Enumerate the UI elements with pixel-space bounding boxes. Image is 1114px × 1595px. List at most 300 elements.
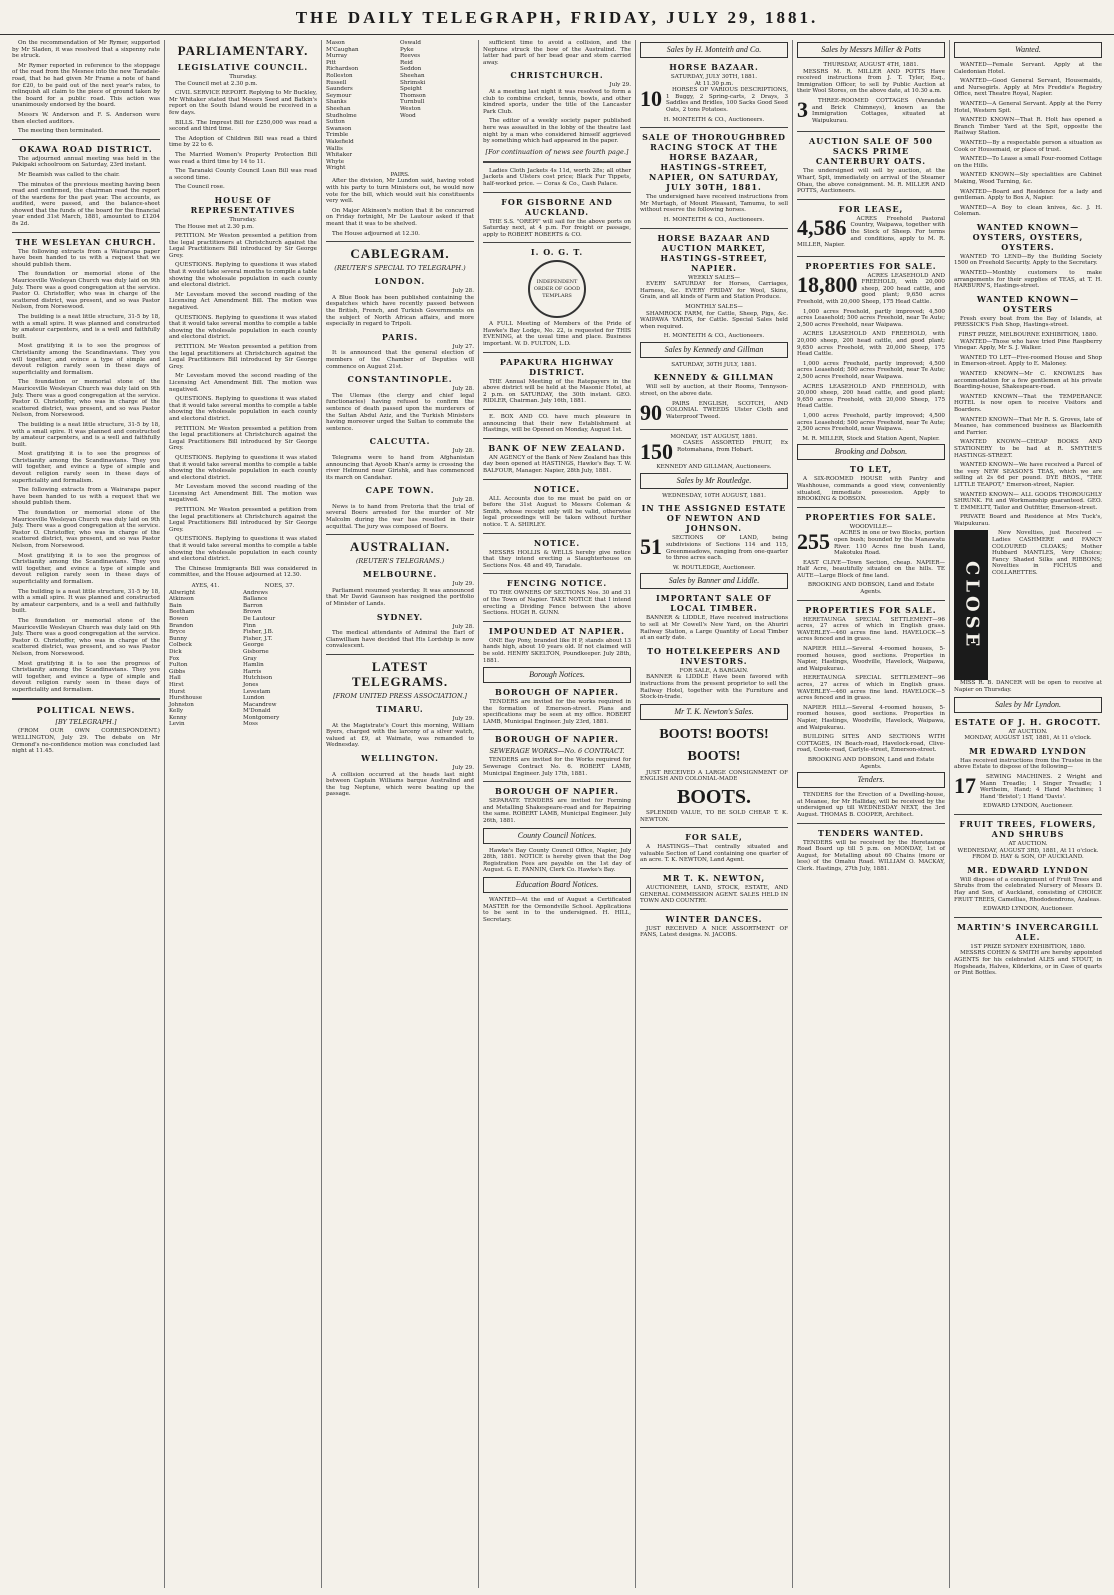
divider xyxy=(797,256,945,257)
name-item: Johnston xyxy=(169,701,194,708)
advertisement: ALL Accounts due to me must be paid on or before the 31st August to Messrs Coleman & Smith, whose receipt only will be valid, otherwise legal proceedings will be taken without further notice. T. A. SHIRLEY. xyxy=(483,495,631,528)
section-box-heading: Sales by Kennedy and Gillman xyxy=(640,342,788,358)
name-item: Jones xyxy=(243,681,259,688)
divider xyxy=(483,479,631,480)
dateline: July 28. xyxy=(452,623,474,630)
paragraph: It is announced that the general election of members of the Chamber of Deputies will commence on August 21st. xyxy=(326,350,474,370)
divider xyxy=(483,573,631,574)
name-item: Levestam xyxy=(243,688,271,695)
divider xyxy=(483,438,631,439)
paragraph: The following extracts from a Wairarapa paper have been handed to us with a request that we should publish them. xyxy=(12,248,160,268)
name-item: Hursthouse xyxy=(169,695,203,702)
paragraph: The House met at 2.30 p.m. xyxy=(175,223,254,230)
ad-heading: TO HOTELKEEPERS AND INVESTORS. xyxy=(647,645,781,666)
section-heading: OKAWA ROAD DISTRICT. xyxy=(19,143,153,154)
sale-time: At 11.30 p.m. xyxy=(694,80,734,87)
divider xyxy=(797,131,945,132)
acreage: 255 xyxy=(797,529,830,555)
advertisement: SHAMROCK FARM, for Cattle, Sheep, Pigs, &c. WAIPAWA YARDS, for Cattle. Special Sales held when required. xyxy=(640,310,788,330)
column-2 xyxy=(165,40,322,1588)
advertisement: ACRES LEASEHOLD AND FREEHOLD, with 20,000 sheep, 200 head cattle, and good plant; 9,650 acres Freehold, with 20,000 Sheep, 175 Head Cattle. xyxy=(797,272,945,306)
name-item: Shanks xyxy=(326,99,347,106)
lot-count: 150 xyxy=(640,439,673,465)
name-item: Bain xyxy=(169,602,182,609)
name-item: Studholme xyxy=(326,112,357,119)
name-item: Fisher, J.B. xyxy=(243,629,274,636)
ad-heading: IMPORTANT SALE OF LOCAL TIMBER. xyxy=(655,593,772,614)
ad-display: BOOTS! BOOTS! BOOTS! xyxy=(659,726,769,764)
ad-subheading: FROM D. HAY & SON, OF AUCKLAND. xyxy=(972,854,1084,861)
paragraph: PETITION. Mr Weston presented a petition from the legal practitioners at Christchurch against the Legal Practitioners Bill introduced by Sir George Grey. xyxy=(169,233,317,259)
name-item: Gray xyxy=(243,655,257,662)
advertisement: HERETAUNGA SPECIAL SETTLEMENT—96 acres, 27 acres of which in English grass. WAVERLEY—460 acres fine land. HAVELOCK—5 acres fenced and in grass. xyxy=(797,616,945,643)
divider xyxy=(954,814,1102,815)
dateline: July 29. xyxy=(609,82,631,89)
ad-heading: WANTED KNOWN—OYSTERS, OYSTERS, OYSTERS. xyxy=(972,221,1084,252)
name-item: Hurst xyxy=(169,688,186,695)
noes-list xyxy=(243,590,317,728)
dateline: July 29. xyxy=(452,764,474,771)
ad-heading: PROPERTIES FOR SALE. xyxy=(805,511,937,522)
ad-heading: MARTIN'S INVERCARGILL ALE. xyxy=(957,921,1099,942)
name-item: Saunders xyxy=(326,86,353,93)
paragraph: Telegrams were to hand from Afghanistan announcing that Ayoob Khan's army is crossing the river Helmund near Girishk, and has commenced its march on Candahar. xyxy=(326,454,474,481)
divider xyxy=(483,533,631,534)
signature: EDWARD LYNDON, Auctioneer. xyxy=(983,906,1073,913)
section-subheading: [BY TELEGRAPH.] xyxy=(55,718,117,727)
name-item: Moss xyxy=(243,721,258,728)
name-item: Speight xyxy=(400,86,422,93)
name-item: Seddon xyxy=(400,66,422,73)
name-item: Hamlin xyxy=(243,662,264,669)
dateline: July 28. xyxy=(452,386,474,393)
section-heading: THE WESLEYAN CHURCH. xyxy=(15,236,157,247)
sale-date: THURSDAY, AUGUST 4TH, 1881. xyxy=(823,62,919,68)
advertisement: HORSES OF VARIOUS DESCRIPTIONS, 1 Buggy, 2 Spring-carts, 2 Drays, 3 Saddles and Bridles, 100 Sacks Good Seed Oats, 2 tons Potatoes. xyxy=(666,87,788,113)
place-heading: CALCUTTA. xyxy=(369,436,431,447)
ad-subheading: WOODVILLE— xyxy=(849,523,893,530)
signature: W. ROUTLEDGE, Auctioneer. xyxy=(672,564,756,571)
lot-count: 90 xyxy=(640,399,662,425)
divider xyxy=(483,242,631,243)
advertisement: TENDERS are invited for the Works required for Sewerage Contract No. 6. ROBERT LAMB, Municipal Engineer. July 17th, 1881. xyxy=(483,757,631,777)
paragraph: QUESTIONS. Replying to questions it was stated that it would take several months to compile a table showing the wholesale population in each county and electoral district. xyxy=(169,314,317,341)
paragraph: On Major Atkinson's motion that it be concurred on Friday fortnight, Mr De Lautour asked if that meant that it was to be shelved. xyxy=(326,207,474,228)
dateline: July 29. xyxy=(452,716,474,722)
column-3 xyxy=(322,40,479,1588)
divider xyxy=(12,139,160,140)
paragraph: QUESTIONS. Replying to questions it was stated that it would take several months to compile a table showing the wholesale population in each county and electoral district. xyxy=(169,396,317,422)
advertisement: AN AGENCY of the Bank of New Zealand has this day been opened at HASTINGS, Hawke's Bay. T. W. BALFOUR, Manager. Napier, 28th July, 1881. xyxy=(483,454,631,474)
divider xyxy=(640,127,788,128)
paragraph: The foundation or memorial stone of the Mauriceville Wesleyan Church was duly laid on 9th July. There was a good congregation at the service. Pastor O. Christoffer, who was in charge of the scattered district, was present, and so was Pastor Nelson, from Norsewood. xyxy=(12,271,160,311)
ad-heading: BOROUGH OF NAPIER. xyxy=(495,734,619,745)
advertisement: MESSRS HOLLIS & WELLS hereby give notice that they intend erecting a Slaughterhouse on Sections Nos. 48 and 49, Taradale. xyxy=(483,549,631,569)
divider xyxy=(640,909,788,910)
advertisement: WANTED KNOWN—That Mr R. S. Groves, late of Meanee, has commenced business as Blacksmith and Farrier. xyxy=(954,416,1102,436)
paragraph: Mr Levestam moved the second reading of the Licensing Act Amendment Bill. The motion was negatived. xyxy=(169,291,317,312)
dateline: Thursday. xyxy=(229,216,257,223)
name-item: Weston xyxy=(400,105,421,112)
sale-date: SATURDAY, JULY 30TH, 1881. xyxy=(670,74,758,80)
place-heading: LONDON. xyxy=(374,276,426,287)
advertisement: 1,000 acres Freehold, partly improved; 4,500 acres Leasehold; 500 acres Freehold, near Te Aute; 2,500 acres Freehold, near Waipawa. xyxy=(797,360,945,380)
advertisement: WANTED—A Boy to clean knives, &c. J. H. Coleman. xyxy=(954,204,1102,218)
section-heading: HOUSE OF REPRESENTATIVES xyxy=(190,194,296,215)
advertisement: WANTED KNOWN—That R. Holt has opened a Branch Timber Yard at the Spit, opposite the Railway Station. xyxy=(954,117,1102,137)
advertisement: WANTED TO LEND—By the Building Society 1500 on Freehold Security. Apply to the Secretary. xyxy=(954,253,1102,267)
ad-heading: MR. EDWARD LYNDON xyxy=(967,864,1089,875)
name-item: Bowen xyxy=(169,615,189,622)
name-item: Rolleston xyxy=(326,72,353,79)
division-list xyxy=(326,40,474,172)
column-5 xyxy=(636,40,793,1588)
paragraph: The foundation or memorial stone of the Mauriceville Wesleyan Church was duly laid on 9th July. There was a good congregation at the service. Pastor O. Christoffer, who was in charge of the scattered district, was present, and so was Pastor Nelson, from Norsewood. xyxy=(12,510,160,549)
paragraph: The adjourned annual meeting was held in the Pakipaki schoolroom on Saturday, 23rd instant. xyxy=(12,155,160,169)
paragraph: The Adoption of Children Bill was read a third time by 22 to 6. xyxy=(169,135,317,149)
advertisement: THREE-ROOMED COTTAGES (Verandah and Brick Chimneys), known as the Immigration Cottages, situated at Waipukurau. xyxy=(812,97,945,124)
name-item: Gibbs xyxy=(169,668,186,675)
noes-label: NOES, 37. xyxy=(264,583,295,589)
sale-date: WEDNESDAY, AUGUST 3RD, 1881, At 11 o'clock. xyxy=(957,847,1099,854)
advertisement: WANTED—A General Servant. Apply at the Ferry Hotel, Western Spit. xyxy=(954,100,1102,114)
name-item: Dick xyxy=(169,648,182,655)
ad-heading: PROPERTIES FOR SALE. xyxy=(805,260,937,271)
advertisement: WANTED—Those who have tried Pine Raspberry Vinegar. Apply, Mr S. J. Walker. xyxy=(954,338,1102,352)
name-item: Macandrew xyxy=(243,701,277,708)
newspaper-page xyxy=(8,40,1106,1588)
division-list xyxy=(169,590,317,728)
name-item: Reeves xyxy=(400,53,421,60)
advertisement: WANTED—Good General Servant, Housemaids, and Nursegirls. Apply at Mrs Freddie's Registry Office, next Theatre Royal, Napier. xyxy=(954,78,1102,98)
section-box-heading: Borough Notices. xyxy=(483,667,631,683)
advertisement: CASES ASSORTED FRUIT, Ex Rotomahana, from Hobart. xyxy=(677,440,788,453)
advertisement: WANTED KNOWN—Mr C. KNOWLES has accommodation for a few gentlemen at his private Boarding-house, Shakespeare-road. xyxy=(954,371,1102,391)
name-item: Seymour xyxy=(326,92,352,99)
signature: EDWARD LYNDON, Auctioneer. xyxy=(983,803,1073,810)
signature: BROOKING AND DOBSON, Land and Estate Agents. xyxy=(807,582,935,596)
signature: KENNEDY AND GILLMAN, Auctioneers. xyxy=(656,464,772,471)
advertisement: New Novelties, just Received — Ladies CASHMERE and FANCY COLOURED CLOAKS; Mother Hubbard MANTLES, Very Choice; Fancy Shaded Silks and RIBBONS; Novelties in FICHUS and COLLARETTES. xyxy=(992,530,1102,577)
paragraph: BILLS. The Imprest Bill for £250,000 was read a second and third time. xyxy=(169,119,317,133)
dateline: July 27. xyxy=(452,343,474,350)
section-box-heading: Sales by Mr Routledge. xyxy=(640,473,788,489)
ayes-label: AYES, 41. xyxy=(191,583,220,589)
masthead: THE DAILY TELEGRAPH, FRIDAY, JULY 29, 1881. xyxy=(0,8,1114,35)
section-box-heading: Sales by Mr Lyndon. xyxy=(954,697,1102,713)
advertisement: WANTED KNOWN— ALL GOODS THOROUGHLY SHRUNK. Fit and Workmanship guaranteed. GEO. T. EMMELTT, Tailor and Outfitter, Emerson-street. xyxy=(954,491,1102,511)
ad-heading: PROPERTIES FOR SALE. xyxy=(805,604,937,615)
paragraph: Messrs W. Anderson and F. S. Anderson were then elected auditors. xyxy=(12,111,160,125)
divider xyxy=(797,199,945,200)
close-advertisement xyxy=(954,530,1102,680)
advertisement: ONE Bay Pony, branded like H P, stands about 13 hands high, about 10 years old. If not claimed will be sold. HENRY SKELTON, Poundkeeper. July 28th, 1881. xyxy=(483,637,631,664)
advertisement: BANNER & LIDDLE, Have received instructions to sell at Mr Cowell's New Yard, on the Ahuriri Railway Station, a Large Quantity of Local Timber at an early date. xyxy=(640,615,788,642)
names-list xyxy=(326,40,400,172)
divider xyxy=(326,534,474,535)
advertisement: 1,000 acres Freehold, partly improved; 4,500 acres Leasehold; 500 acres Freehold, near Te Aute; 2,500 acres Freehold, near Waipawa. xyxy=(797,308,945,328)
name-item: Levin xyxy=(169,721,185,728)
section-box-heading: County Council Notices. xyxy=(483,828,631,844)
divider xyxy=(12,232,160,233)
paragraph: At a meeting last night it was resolved to form a club to combine cricket, tennis, bowls, and other kindred sports, under the title of the Lancaster Park Club. xyxy=(483,88,631,115)
paragraph: QUESTIONS. Replying to questions it was stated that it would take several months to compile a table showing the wholesale population in each county and electoral district. xyxy=(169,454,317,481)
ad-heading: SALE OF THOROUGHBRED RACING STOCK AT THE HORSE BAZAAR, HASTINGS-STREET, NAPIER, ON SATURDAY, JULY 30TH, 1881. xyxy=(642,132,786,193)
ad-subheading: SEWERAGE WORKS—No. 6 CONTRACT. xyxy=(489,747,625,756)
dateline: July 28. xyxy=(452,448,474,455)
advertisement: TENDERS are invited for the works required in the formation of Emerson-street. Plans and specifications may be seen at my office. ROBERT LAMB, Municipal Engineer. July 23rd, 1881. xyxy=(483,699,631,725)
advertisement: A FULL Meeting of Members of the Pride of Hawke's Bay Lodge, No. 22, is requested for THIS EVENING, at the usual time and place. Business important. W. D. FULTON, L.D. xyxy=(483,321,631,348)
name-item: Atkinson xyxy=(169,596,194,603)
ad-heading: IN THE ASSIGNED ESTATE OF NEWTON AND JOHNSON. xyxy=(641,503,787,534)
paragraph: The Ulemas (the clergy and chief legal functionaries) having refused to confirm the sentence of death passed upon the murderers of the Sultan Abdul Aziz, and the Turkish Ministers having moreover urged the Sultan to commute the sentence. xyxy=(326,392,474,432)
advertisement: BANNER & LIDDLE Have been favored with instructions from the present proprietor to sell the Railway Hotel, together with the Furniture and Stock-in-trade. xyxy=(640,674,788,701)
ad-display: BOOTS. xyxy=(677,785,751,808)
ad-heading: FRUIT TREES, FLOWERS, AND SHRUBS xyxy=(959,819,1097,839)
sale-date: WEDNESDAY, 10TH AUGUST, 1881. xyxy=(662,492,766,499)
column-1 xyxy=(8,40,165,1588)
ad-heading: MR T. K. NEWTON, xyxy=(662,872,766,883)
name-item: Andrews xyxy=(243,589,268,596)
name-item: M'Donald xyxy=(243,708,271,715)
paragraph: (FROM OUR OWN CORRESPONDENT.) WELLINGTON, July 29. The debate on Mr Ormond's no-confidence motion was concluded last night at 11.45. xyxy=(12,728,160,755)
divider xyxy=(326,241,474,242)
name-item: Murray xyxy=(326,53,348,60)
ad-heading: TENDERS WANTED. xyxy=(817,827,925,838)
name-item: Turnbull xyxy=(400,99,425,106)
name-item: Mason xyxy=(326,40,345,46)
paragraph: The Chinese Immigrants Bill was considered in committee, and the House adjourned at 12.30. xyxy=(169,565,317,579)
ad-heading: ESTATE OF J. H. GROCOTT. xyxy=(954,716,1102,727)
paragraph: Mr Rymer reported in reference to the stoppage of the road from the Mesnee into the new Taradale-road, that he had given Mr Frame a note of hand for £20, to be paid out of the next year's rates, to relinquish all claim to the piece of ground taken by the board for a public road. This action was unanimously endorsed by the board. xyxy=(12,62,160,109)
name-item: Sutton xyxy=(326,119,345,126)
advertisement: Will sell by auction, at their Rooms, Tennyson-street, on the above date. xyxy=(640,384,788,398)
name-item: Fox xyxy=(169,655,180,662)
paragraph: The Council met at 2.30 p.m. xyxy=(175,80,258,87)
paragraph: Most gratifying it is to see the progress of Christianity among the Scandinavians. They you will together, and evince a type of simple and devout religion rarely seen in these days of superficiality and formalism. xyxy=(12,660,160,693)
name-item: Colbeck xyxy=(169,642,192,649)
signature: H. MONTEITH & CO., Auctioneers. xyxy=(663,116,765,123)
dateline: Thursday. xyxy=(229,74,257,80)
lot-count: 10 xyxy=(640,86,662,112)
column-4 xyxy=(479,40,636,1588)
advertisement: SEPARATE TENDERS are invited for Forming and Metalling Shakespeare-road and for Repairing the same. ROBERT LAMB, Municipal Engineer. July 26th, 1881. xyxy=(483,798,631,825)
acreage: 18,800 xyxy=(797,271,858,297)
paragraph: The Taranaki County Council Loan Bill was read a second time. xyxy=(169,168,317,181)
advertisement: JUST RECEIVED A LARGE CONSIGNMENT OF ENGLISH AND COLONIAL-MADE xyxy=(640,769,788,783)
paragraph: On the recommendation of Mr Rymer, supported by Mr Sladen, it was resolved that a sixpenny rate be struck. xyxy=(12,40,160,60)
advertisement: A SIX-ROOMED HOUSE with Pantry and Washhouse, commands a good view, conveniently situated, immediate possession. Apply to BROOKING & DOBSON. xyxy=(797,476,945,503)
ad-heading: PAPAKURA HIGHWAY DISTRICT. xyxy=(499,356,615,377)
divider xyxy=(483,352,631,353)
name-item: Bryce xyxy=(169,629,186,636)
paragraph: The House adjourned at 12.30. xyxy=(332,230,420,237)
paragraph: A collision occurred at the heads last night between Captain Williams barque Australind and the tug Neptune, which were beating up the passage. xyxy=(326,771,474,798)
paragraph: The Married Women's Property Protection Bill was read a third time by 14 to 11. xyxy=(169,151,317,165)
divider xyxy=(12,698,160,700)
advertisement: ACRES LEASEHOLD AND FREEHOLD, with 20,000 sheep, 200 head cattle, and good plant; 9,650 acres Freehold, with 20,000 Sheep, 175 Head Cattle. xyxy=(797,331,945,358)
divider xyxy=(954,917,1102,918)
advertisement: E. BOX AND CO. have much pleasure in announcing that their new Establishment at Hastings, will be Opened on Monday, August 1st. xyxy=(483,414,631,434)
name-item: Reid xyxy=(400,59,413,66)
advertisement: A HASTINGS—That centrally situated and valuable Section of Land containing one quarter of an acre. T. K. NEWTON, Land Agent. xyxy=(640,844,788,864)
paragraph: The minutes of the previous meeting having been read and confirmed, the chairman read the report of the wardens for the past year. The accounts, as audited, were passed, and the balance-sheet showed that the funds of the board for the financial year ended 31st March, 1881, amounted to £1204 8s 2d. xyxy=(12,181,160,228)
divider xyxy=(483,781,631,782)
section-box-heading: Sales by Banner and Liddle. xyxy=(640,573,788,589)
place-heading: MELBOURNE. xyxy=(362,569,438,580)
advertisement: WANTED KNOWN—That the TEMPERANCE HOTEL is now open to receive Visitors and Boarders. xyxy=(954,393,1102,413)
name-item: Whitaker xyxy=(326,152,353,159)
acreage: 4,586 xyxy=(797,214,847,240)
advertisement: TENDERS will be received by the Heretaunga Road Board up till 5 p.m. on MONDAY, 1st of August, for Metalling about 60 Chains (more or less) of the Omahu Road. WILLIAM O. MACKAY, Clerk. Hastings, 27th July, 1881. xyxy=(797,839,945,872)
name-item: Oswald xyxy=(400,40,421,46)
section-heading: POLITICAL NEWS. xyxy=(36,705,136,716)
advertisement: SECTIONS OF LAND, being subdivisions of Sections 114 and 115, Greenmeadows, ranging from one-quarter to three acres each. xyxy=(666,535,788,562)
name-item: Kenny xyxy=(169,714,187,721)
lodge-seal-icon: INDEPENDENT ORDER OF GOOD TEMPLARS xyxy=(528,260,586,318)
name-item: Harris xyxy=(243,668,262,675)
advertisement: MESSRS COHEN & SMITH are hereby appointed AGENTS for his celebrated ALES and STOUT, in Hogsheads, Halves, Kilderkins, or in Case of quarts or Pint Bottles. xyxy=(954,950,1102,977)
name-item: M'Caughan xyxy=(326,46,359,53)
paragraph: CIVIL SERVICE REPORT. Replying to Mr Buckley, Mr Whitaker stated that Messrs Seed and Batkin's report on the South Island would be received in a few days. xyxy=(169,90,317,116)
name-item: Thomson xyxy=(400,92,426,99)
paragraph: sufficient time to avoid a collision, and the Neptune struck the bow of the Australind. The latter had part of her bead gear and stem carried away. xyxy=(483,40,631,66)
signature: H. MONTEITH & CO., Auctioneers. xyxy=(663,333,765,340)
name-item: Richardson xyxy=(326,66,359,73)
advertisement: Will dispose of a consignment of Fruit Trees and Shrubs from the celebrated Nursery of Messrs D. Hay and Son, of Auckland, consisting of CHOICE FRUIT TREES, Camellias, Rhododendrons, Azaleas. xyxy=(954,876,1102,903)
name-item: Sheehan xyxy=(326,105,351,112)
ad-heading: BANK OF NEW ZEALAND. xyxy=(488,442,626,453)
name-item: Barron xyxy=(243,602,263,609)
advertisement: WANTED KNOWN—We have received a Parcel of the very NEW SEASON'S TEAS, which we are selling at 2s 6d per pound. DYE BROS., "THE LITTLE TEAPOT," Emerson-street, Napier. xyxy=(954,462,1102,488)
name-item: De Lautour xyxy=(243,615,276,622)
column-6 xyxy=(793,40,950,1588)
paragraph: The building is a neat little structure, 31-5 by 18, with a small spire. It was planned and constructed by amateur carpenters, and is a well and faithfully built. xyxy=(12,588,160,615)
sale-date: MONDAY, 1ST AUGUST, 1881. xyxy=(670,433,758,440)
section-box-heading: Education Board Notices. xyxy=(483,877,631,893)
name-item: Brown xyxy=(243,609,262,616)
advertisement: WANTED—Female Servant. Apply at the Caledonian Hotel. xyxy=(954,62,1102,75)
continuation-note: [For continuation of news see fourth page.] xyxy=(485,147,629,156)
advertisement: 1,000 acres Freehold, partly improved; 4,500 acres Leasehold; 500 acres Freehold, near Te Aute; 2,500 acres Freehold, near Waipawa. xyxy=(797,412,945,433)
dateline: July 28. xyxy=(452,288,474,295)
name-item: Bunny xyxy=(169,635,188,642)
paragraph: The meeting then terminated. xyxy=(18,128,104,135)
place-heading: CONSTANTINOPLE. xyxy=(347,374,453,385)
section-heading: LATEST TELEGRAMS. xyxy=(351,659,449,689)
paragraph: A Blue Book has been published containing the despatches which have recently passed between the British, French, and Turkish Governments on the subject of North African affairs, and more especially in regard to Tripoli. xyxy=(326,294,474,328)
place-heading: TIMARU. xyxy=(376,704,424,714)
divider xyxy=(640,827,788,828)
ad-subheading: WEEKLY SALES— xyxy=(687,274,741,281)
place-heading: SYDNEY. xyxy=(376,611,424,622)
section-box-heading: Wanted. xyxy=(954,42,1102,58)
paragraph: The foundation or memorial stone of the Mauriceville Wesleyan Church was duly laid on 9th July. There was a good congregation at the service. Pastor O. Christoffer, who was in charge of the scattered district, was present, and so was Pastor Nelson, from Norsewood. xyxy=(12,617,160,657)
divider xyxy=(640,228,788,229)
section-subheading: (REUTER'S TELEGRAMS.) xyxy=(355,557,445,566)
ad-heading: BOROUGH OF NAPIER. xyxy=(495,687,619,698)
divider xyxy=(483,409,631,410)
advertisement: Has received instructions from the Trustee in the above Estate to dispose of the following— xyxy=(954,757,1102,771)
section-subheading: (REUTER'S SPECIAL TO TELEGRAPH.) xyxy=(334,264,466,273)
divider xyxy=(640,429,788,430)
section-heading: AUSTRALIAN. xyxy=(349,539,451,555)
ad-subheading: MONTHLY SALES— xyxy=(685,303,743,310)
ad-heading: TO LET, xyxy=(849,464,893,475)
divider xyxy=(797,823,945,824)
ad-subheading: AT AUCTION. xyxy=(1008,728,1048,735)
ad-heading: NOTICE. xyxy=(533,483,581,494)
name-item: Gisborne xyxy=(243,648,269,655)
advertisement: AUCTIONEER, LAND, STOCK, ESTATE, AND GENERAL COMMISSION AGENT. SALES HELD IN TOWN AND COUNTRY. xyxy=(640,884,788,905)
advertisement: MISS R. B. DANCER will be open to receive at Napier on Thursday. xyxy=(954,680,1102,694)
advertisement: WANTED KNOWN—CHEAP BOOKS AND STATIONERY to be had at R. SMYTHE'S HASTINGS-STREET. xyxy=(954,439,1102,459)
paragraph: PETITION. Mr Weston presented a petition from the legal practitioners at Christchurch against the Legal Practitioners Bill introduced by Sir George Grey. xyxy=(169,344,317,370)
ad-heading: WINTER DANCES. xyxy=(665,913,763,924)
paragraph: Most gratifying it is to see the progress of Christianity among the Scandinavians. They you will together, and evince a type of simple and devout religion rarely seen in these days of superficiality and formalism. xyxy=(12,451,160,484)
name-item: Ballance xyxy=(243,596,268,603)
paragraph: The editor of a weekly society paper published here was assaulted in the lobby of the theatre last night by a man who considered himself aggrieved by something which had appeared in the paper. xyxy=(483,118,631,145)
advertisement: PRIVATE Board and Residence at Mrs Tuck's, Waipukurau. xyxy=(954,514,1102,527)
name-item: Wallis xyxy=(326,145,343,152)
lot-count: 51 xyxy=(640,534,662,560)
ad-heading: WANTED KNOWN—OYSTERS xyxy=(976,293,1080,314)
advertisement: SPLENDID VALUE, TO BE SOLD CHEAP. T. K. NEWTON. xyxy=(640,809,788,823)
paragraph: Most gratifying it is to see the progress of Christianity among the Scandinavians. They you will together, and evince a type of simple and devout religion rarely seen in these days of superficiality and formalism. xyxy=(12,552,160,585)
pairs-label: PAIRS. xyxy=(390,171,410,178)
advertisement: MESSRS M. R. MILLER AND POTTS Have received instructions from J. T. Tyler, Esq., Immigration Officer, to sell by Public Auction at their Wool Stores, on the above date, at 10.30 a.m. xyxy=(797,68,945,95)
section-subheading: LEGISLATIVE COUNCIL. xyxy=(177,62,309,72)
column-7 xyxy=(950,40,1106,1588)
paragraph: The building is a neat little structure, 31-5 by 18, with a small spire. It was planned and constructed by amateur carpenters, and is a well and faithfully built. xyxy=(12,314,160,340)
paragraph: PETITION. Mr Weston presented a petition from the legal practitioners at Christchurch against the Legal Practitioners Bill introduced by Sir George Grey. xyxy=(169,507,317,533)
sale-date: MONDAY, AUGUST 1ST, 1881, At 11 o'clock. xyxy=(964,735,1092,742)
signature: BROOKING AND DOBSON, Land and Estate Agents. xyxy=(807,756,935,770)
advertisement: ACRES Freehold Pastoral Country, Waipawa, together with the Stock of Sheep. For terms and conditions, apply to M. R. MILLER, Napier. xyxy=(797,215,945,249)
advertisement: EVERY SATURDAY for Horses, Carriages, Harness, &c. EVERY FRIDAY for Wool, Skins, Grain, and all kinds of Farm and Station Produce. xyxy=(640,281,788,301)
paragraph: At the Magistrate's Court this morning, William Byers, charged with the larceny of a silver watch, valued at £9, at Waimate, was remanded to Wednesday. xyxy=(326,722,474,749)
name-item: Sheehan xyxy=(400,72,425,79)
name-item: Wood xyxy=(400,112,416,119)
paragraph: The medical attendants of Admiral the Earl of Clanwilliam have decided that His Lordship is now convalescent. xyxy=(326,630,474,650)
advertisement: Fresh every boat from the Bay of Islands, at PRESSICK'S Fish Shop, Hastings-street. xyxy=(954,315,1102,329)
name-item: Swanson xyxy=(326,125,352,132)
advertisement: WANTED—Monthly customers to make arrangements for their supplies of TEAS, at T. H. HARBURN'S, Hastings-street. xyxy=(954,270,1102,290)
ad-heading: FENCING NOTICE. xyxy=(506,578,608,589)
place-heading: WELLINGTON. xyxy=(361,752,439,763)
name-item: Russell xyxy=(326,79,347,86)
ad-heading: MR EDWARD LYNDON xyxy=(969,745,1087,756)
advertisement: SEWING MACHINES. 2 Wright and Mann Treadle; 1 Singer Treadle; 1 Wertheim, Hand; 4 Hand Machines; 1 Hand 'Bristol'; 1 Hand 'Davis'. xyxy=(980,774,1102,800)
paragraph: QUESTIONS. Replying to questions it was stated that it would take several months to compile a table showing the wholesale population in each county and electoral district. xyxy=(169,262,317,289)
name-item: Wright xyxy=(326,165,346,172)
paragraph: After the division, Mr Lundon said, having voted with his party to turn Ministers out, he would now vote for the bill, which would suit his constituents very well. xyxy=(326,178,474,205)
lot-count: 3 xyxy=(797,96,808,122)
name-item: Finn xyxy=(243,622,256,629)
divider xyxy=(483,621,631,622)
ad-heading: HORSE BAZAAR AND AUCTION MARKET, HASTINGS-STREET, NAPIER. xyxy=(657,232,771,273)
name-item: Beetham xyxy=(169,609,195,616)
advertisement: WANTED TO LET—Five-roomed House and Shop in Emerson-street. Apply to E. Maloney. xyxy=(954,354,1102,368)
name-item: Pyke xyxy=(400,46,414,53)
advertisement: ACRES in one or two Blocks, portion open bush; bounded by the Manawatu River. 110 Acres fine bush Land, Makotuku Road. xyxy=(834,530,945,557)
ayes-list xyxy=(169,590,243,728)
name-item: Wakefield xyxy=(326,138,354,145)
place-heading: CAPE TOWN. xyxy=(365,485,435,496)
section-subheading: [FROM UNITED PRESS ASSOCIATION.] xyxy=(333,692,467,700)
advertisement: WANTED—To Lease a small Four-roomed Cottage on the Hills. xyxy=(954,156,1102,169)
advertisement: WANTED—At the end of August a Certificated MASTER for the Ormondville School. Applications to be sent in to the undersigned. H. HILL, Secretary. xyxy=(483,897,631,923)
